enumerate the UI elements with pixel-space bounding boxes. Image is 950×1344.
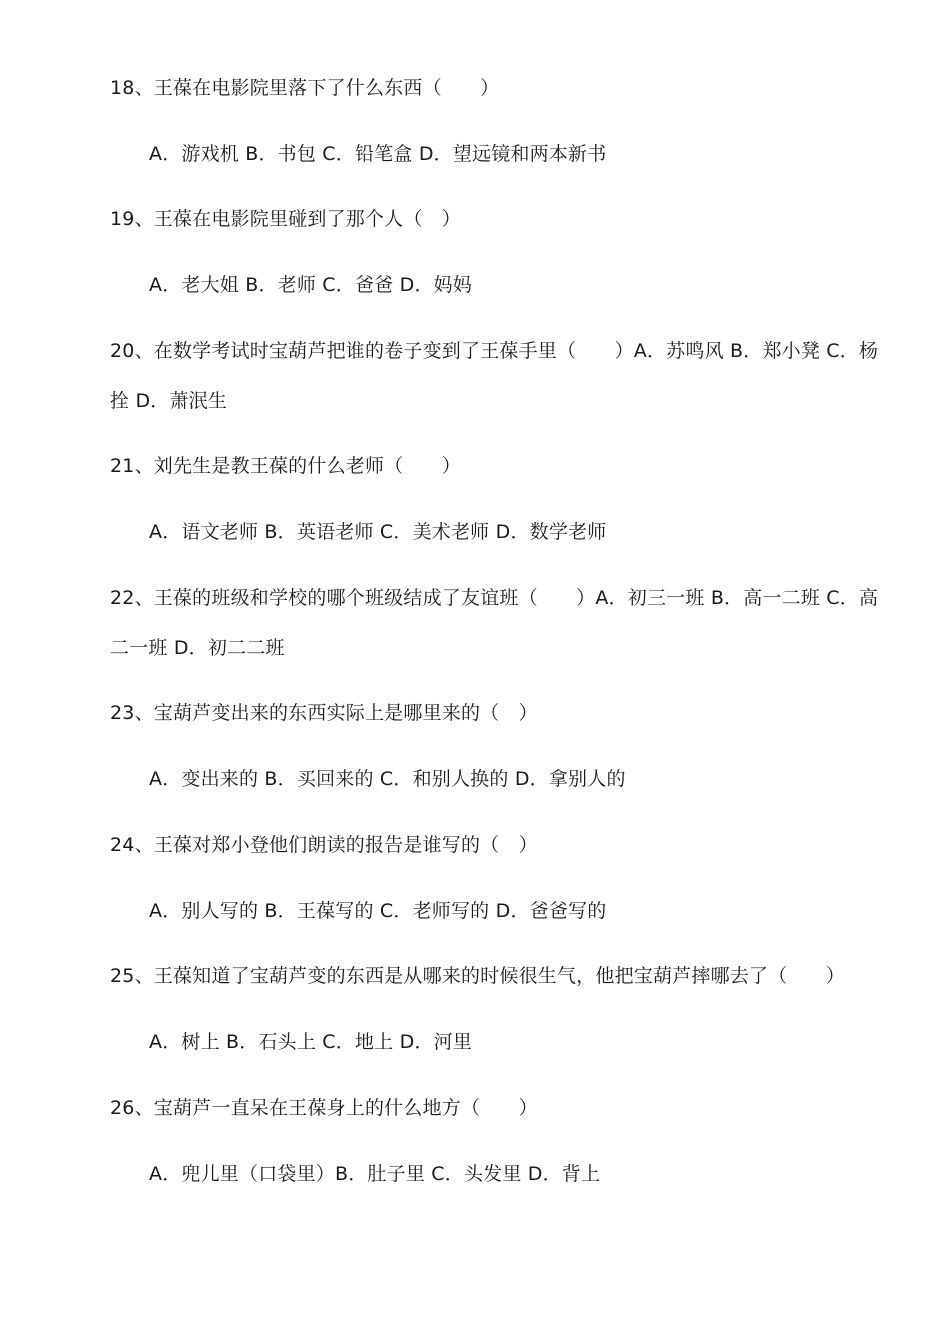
question-21-options: A．语文老师 B．英语老师 C．美术老师 D．数学老师	[149, 521, 607, 543]
question-20-stem-line1: 20、在数学考试时宝葫芦把谁的卷子变到了王葆手里（ ）A．苏鸣风 B．郑小凳 C．杨	[110, 340, 879, 362]
question-22-stem-line1: 22、王葆的班级和学校的哪个班级结成了友谊班（ ）A．初三一班 B．高一二班 C．高	[110, 587, 879, 609]
question-24-options: A．别人写的 B．王葆写的 C．老师写的 D．爸爸写的	[149, 900, 607, 922]
question-25-options: A．树上 B．石头上 C．地上 D．河里	[149, 1031, 473, 1053]
question-26-stem: 26、宝葫芦一直呆在王葆身上的什么地方（ ）	[110, 1097, 538, 1119]
question-22-stem-line2: 二一班 D．初二二班	[110, 637, 285, 659]
question-21-stem: 21、刘先生是教王葆的什么老师（ ）	[110, 455, 461, 477]
question-23-options: A．变出来的 B．买回来的 C．和别人换的 D．拿别人的	[149, 768, 626, 790]
question-18-stem: 18、王葆在电影院里落下了什么东西（ ）	[110, 77, 500, 99]
question-26-options: A．兜儿里（口袋里）B．肚子里 C．头发里 D．背上	[149, 1163, 601, 1185]
question-19-stem: 19、王葆在电影院里碰到了那个人（ ）	[110, 208, 461, 230]
question-20-stem-line2: 拴 D．萧泯生	[110, 390, 228, 412]
question-19-options: A．老大姐 B．老师 C．爸爸 D．妈妈	[149, 274, 473, 296]
question-18-options: A．游戏机 B．书包 C．铅笔盒 D．望远镜和两本新书	[149, 143, 607, 165]
question-23-stem: 23、宝葫芦变出来的东西实际上是哪里来的（ ）	[110, 702, 538, 724]
question-24-stem: 24、王葆对郑小登他们朗读的报告是谁写的（ ）	[110, 834, 538, 856]
question-25-stem: 25、王葆知道了宝葫芦变的东西是从哪来的时候很生气，他把宝葫芦摔哪去了（ ）	[110, 965, 845, 987]
